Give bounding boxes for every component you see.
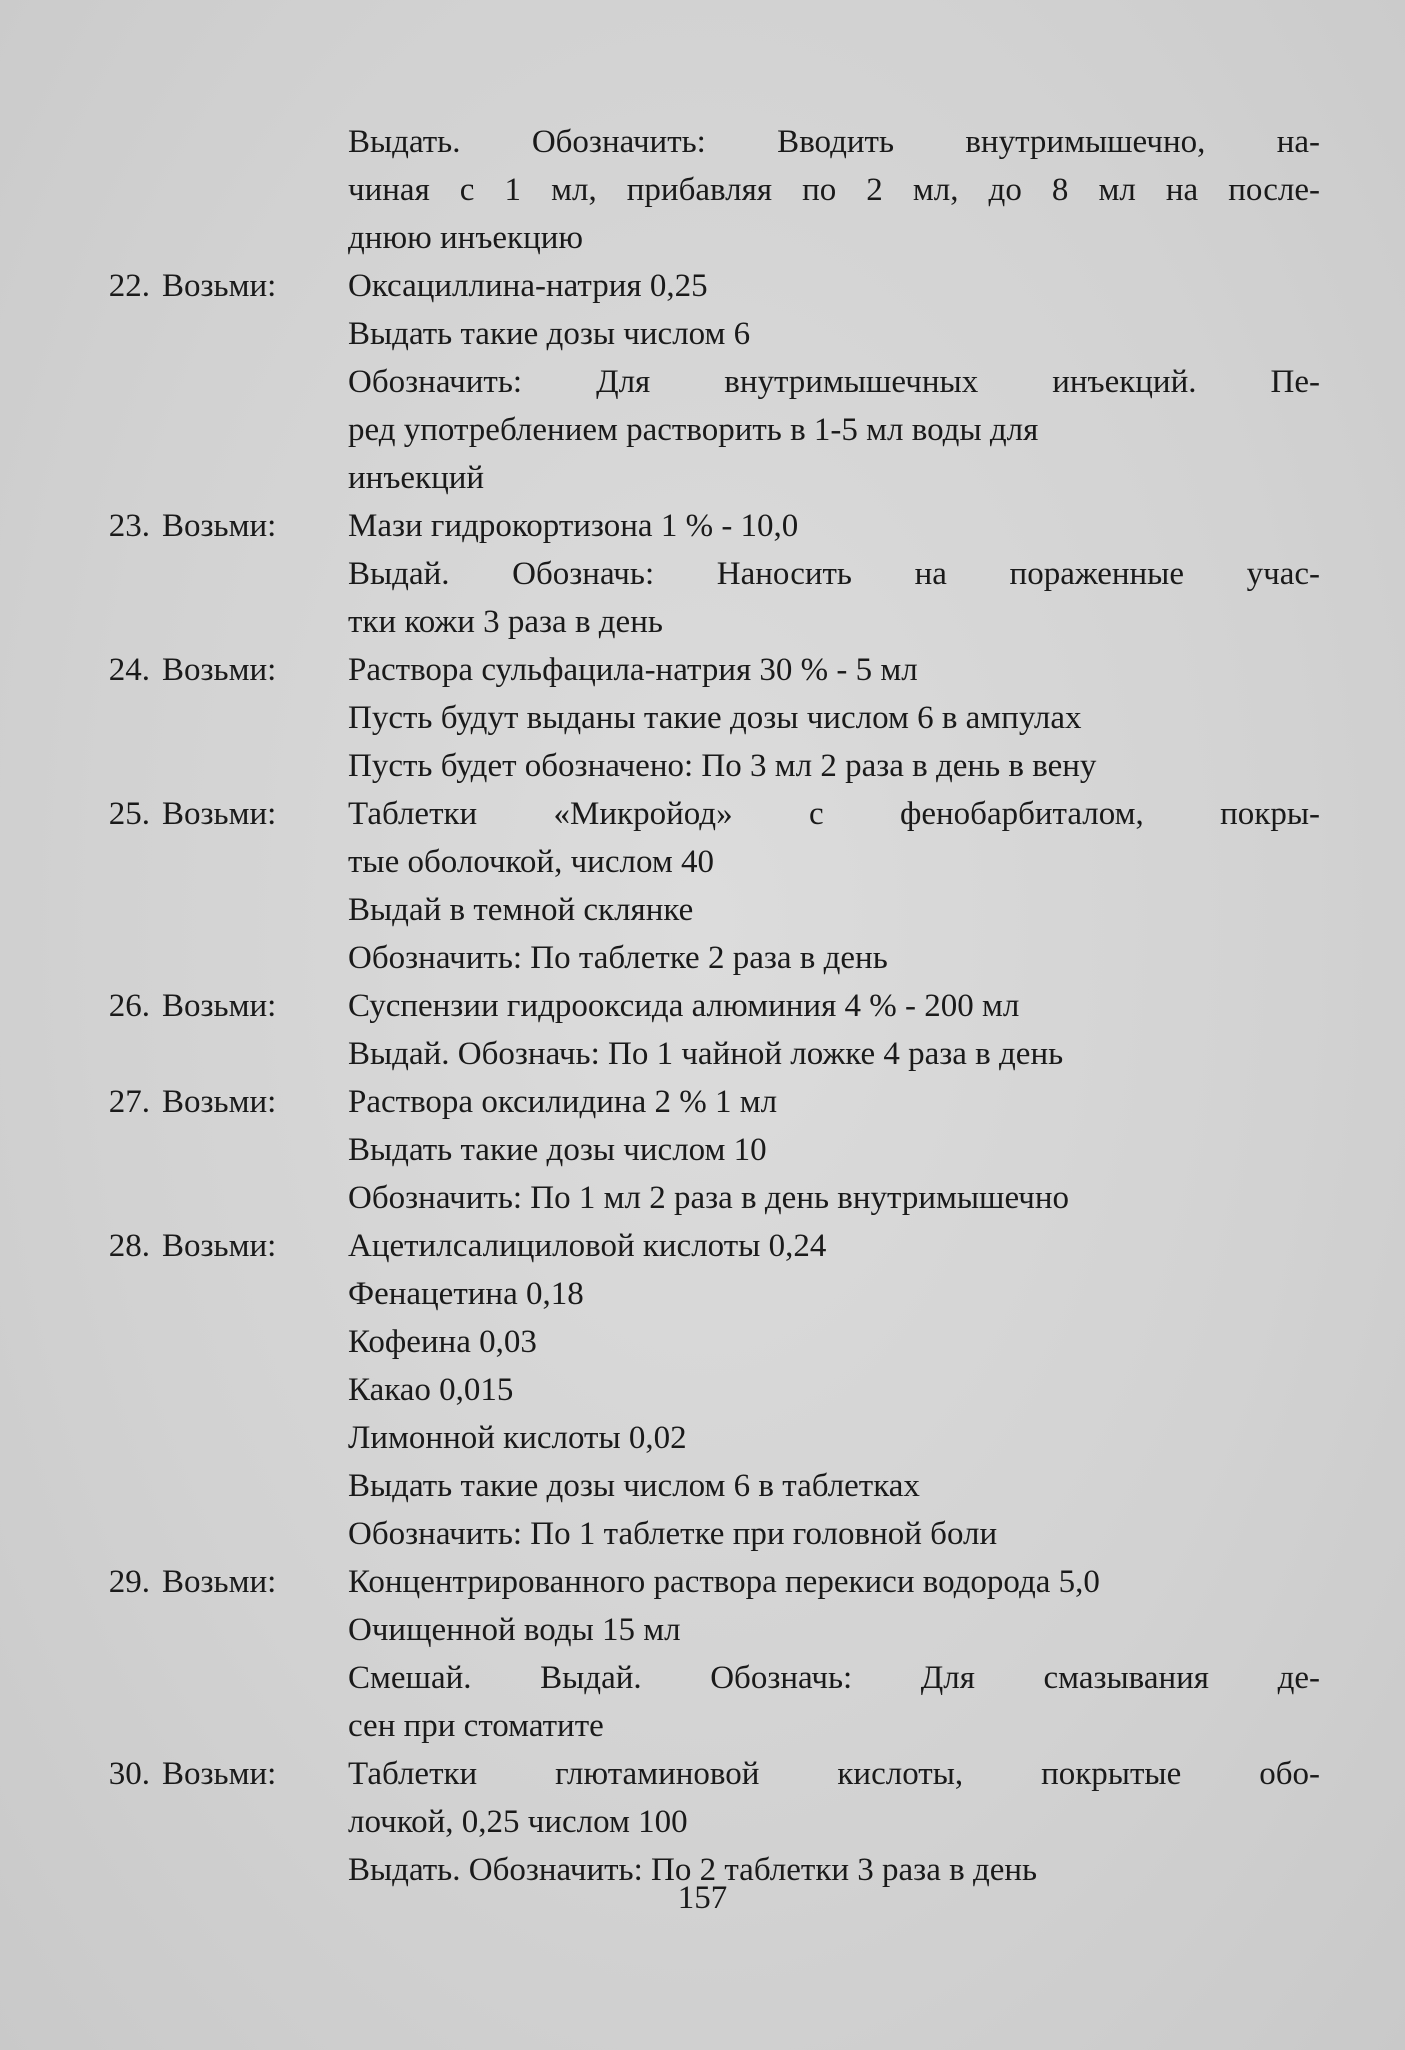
line-text: Выдать. Обозначить: Вводить внутримышечно, на- (348, 124, 1320, 160)
line-text: Выдай в темной склянке (348, 892, 694, 928)
prescription-entry (80, 1222, 1320, 1558)
prescription-entry (80, 790, 1320, 982)
line-text: Выдать такие дозы числом 10 (348, 1132, 767, 1168)
line-text: Выдай. Обозначь: По 1 чайной ложке 4 раза в день (348, 1036, 1064, 1072)
text-line (80, 1462, 1320, 1510)
text-line (80, 1654, 1320, 1702)
text-line (80, 1174, 1320, 1222)
text-line (80, 1222, 1320, 1270)
entry-number: 24. (108, 652, 150, 688)
entry-number: 30. (108, 1756, 150, 1792)
text-line (80, 934, 1320, 982)
line-text: Выдать. Обозначить: По 2 таблетки 3 раза в день (348, 1852, 1038, 1888)
line-text: Выдать такие дозы числом 6 в таблетках (348, 1468, 920, 1504)
recipe-label: Возьми: (162, 1756, 277, 1792)
text-line (80, 1798, 1320, 1846)
entry-number: 29. (108, 1564, 150, 1600)
text-line (80, 262, 1320, 310)
line-text: Смешай. Выдай. Обозначь: Для смазывания де- (348, 1660, 1320, 1696)
text-line (80, 982, 1320, 1030)
text-line (80, 646, 1320, 694)
text-line (80, 1750, 1320, 1798)
text-line (80, 358, 1320, 406)
recipe-label: Возьми: (162, 1228, 277, 1264)
line-text: тые оболочкой, числом 40 (348, 844, 714, 880)
line-text: Мази гидрокортизона 1 % - 10,0 (348, 508, 799, 544)
line-text: Лимонной кислоты 0,02 (348, 1420, 687, 1456)
text-line (80, 1414, 1320, 1462)
text-line (80, 118, 1320, 166)
text-line (80, 214, 1320, 262)
text-line (80, 166, 1320, 214)
text-line (80, 742, 1320, 790)
text-line (80, 1510, 1320, 1558)
line-text: днюю инъекцию (348, 220, 584, 256)
line-text: Выдай. Обозначь: Наносить на пораженные учас- (348, 556, 1320, 592)
text-line (80, 406, 1320, 454)
line-text: Обозначить: Для внутримышечных инъекций. Пе- (348, 364, 1320, 400)
line-text: Оксациллина-натрия 0,25 (348, 268, 708, 304)
entry-number: 28. (108, 1228, 150, 1264)
text-line (80, 1558, 1320, 1606)
line-text: Раствора сульфацила-натрия 30 % - 5 мл (348, 652, 918, 688)
recipe-label: Возьми: (162, 1564, 277, 1600)
entry-number: 22. (108, 268, 150, 304)
prescription-entry (80, 646, 1320, 790)
text-line (80, 502, 1320, 550)
line-text: Обозначить: По таблетке 2 раза в день (348, 940, 888, 976)
text-line (80, 1030, 1320, 1078)
recipe-label: Возьми: (162, 652, 277, 688)
recipe-label: Возьми: (162, 1084, 277, 1120)
entry-number: 25. (108, 796, 150, 832)
page-number: 157 (677, 1880, 728, 1916)
prescription-entry (80, 502, 1320, 646)
prescription-list (80, 118, 1320, 1894)
line-text: тки кожи 3 раза в день (348, 604, 663, 640)
text-line (80, 1126, 1320, 1174)
text-line (80, 550, 1320, 598)
entry-number: 23. (108, 508, 150, 544)
line-text: ред употреблением растворить в 1-5 мл воды для (348, 412, 1039, 448)
line-text: Очищенной воды 15 мл (348, 1612, 681, 1648)
line-text: Раствора оксилидина 2 % 1 мл (348, 1084, 778, 1120)
text-line (80, 1702, 1320, 1750)
text-line (80, 1366, 1320, 1414)
text-line (80, 598, 1320, 646)
prescription-entry (80, 262, 1320, 502)
line-text: Какао 0,015 (348, 1372, 514, 1408)
line-text: Пусть будут выданы такие дозы числом 6 в ампулах (348, 700, 1082, 736)
text-line (80, 1078, 1320, 1126)
entry-number: 27. (108, 1084, 150, 1120)
text-line (80, 1318, 1320, 1366)
line-text: Концентрированного раствора перекиси водорода 5,0 (348, 1564, 1100, 1600)
recipe-label: Возьми: (162, 268, 277, 304)
prescription-entry (80, 1078, 1320, 1222)
prescription-entry (80, 1558, 1320, 1750)
line-text: Обозначить: По 1 мл 2 раза в день внутримышечно (348, 1180, 1070, 1216)
text-line (80, 790, 1320, 838)
line-text: Фенацетина 0,18 (348, 1276, 584, 1312)
recipe-label: Возьми: (162, 796, 277, 832)
recipe-label: Возьми: (162, 508, 277, 544)
line-text: Кофеина 0,03 (348, 1324, 537, 1360)
line-text: Выдать такие дозы числом 6 (348, 316, 751, 352)
text-line (80, 1606, 1320, 1654)
entry-number: 26. (108, 988, 150, 1024)
line-text: инъекций (348, 460, 485, 496)
text-line (80, 694, 1320, 742)
prescription-entry (80, 1750, 1320, 1894)
line-text: Обозначить: По 1 таблетке при головной боли (348, 1516, 998, 1552)
text-line (80, 838, 1320, 886)
text-line (80, 454, 1320, 502)
recipe-label: Возьми: (162, 988, 277, 1024)
text-line (80, 1270, 1320, 1318)
line-text: Таблетки глютаминовой кислоты, покрытые обо- (348, 1756, 1320, 1792)
line-text: Ацетилсалициловой кислоты 0,24 (348, 1228, 827, 1264)
prescription-continuation (80, 118, 1320, 262)
line-text: Суспензии гидрооксида алюминия 4 % - 200 мл (348, 988, 1020, 1024)
prescription-entry (80, 982, 1320, 1078)
line-text: Пусть будет обозначено: По 3 мл 2 раза в день в вену (348, 748, 1097, 784)
line-text: сен при стоматите (348, 1708, 604, 1744)
text-line (80, 886, 1320, 934)
line-text: лочкой, 0,25 числом 100 (348, 1804, 688, 1840)
line-text: Таблетки «Микройод» с фенобарбиталом, покры- (348, 796, 1320, 832)
line-text: чиная с 1 мл, прибавляя по 2 мл, до 8 мл на после- (348, 172, 1320, 208)
text-line (80, 310, 1320, 358)
